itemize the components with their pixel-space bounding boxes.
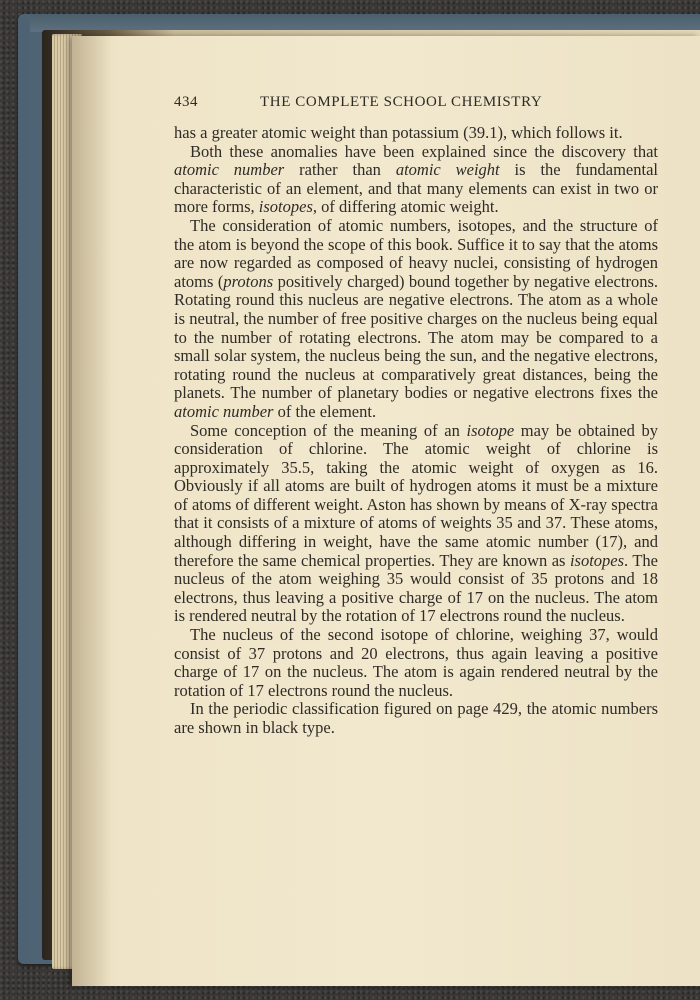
running-title: THE COMPLETE SCHOOL CHEMISTRY <box>260 94 543 110</box>
paragraph <box>174 124 658 143</box>
paragraph <box>174 422 658 627</box>
text-run: . The nucleus of the atom weighing 35 would consist of 35 protons and 18 electrons, thus leaving a positive charge of 17 on the nucleus. The atom is rendered neutral by the rotation of 17 electrons round the nucleus. <box>174 550 659 626</box>
italic-term: protons <box>223 271 274 291</box>
text-run: The consideration of atomic numbers, isotopes, and the structure of the atom is beyond the scope of this book. Suffice it to say that the atoms are now regarded as composed of heavy nuclei, consisting of hydrogen atoms ( <box>174 215 658 291</box>
text-run: positively charged) bound together by negative electrons. Rotating round this nucleus are negative electrons. The atom as a whole is neutral, the number of free positive charges on the nucleus being equal to the number of rotating electrons. The atom may be compared to a small solar system, the nucleus being the sun, and the negative electrons, rotating round the nucleus at comparatively great distances, being the planets. The number of planetary bodies or negative electrons fixes the <box>174 271 658 403</box>
italic-term: isotope <box>466 420 515 440</box>
page-header <box>174 94 658 114</box>
page-gutter-shadow <box>72 36 112 986</box>
paragraph <box>174 217 658 422</box>
italic-term: isotopes <box>569 550 625 570</box>
italic-term: atomic weight <box>395 160 500 180</box>
text-run: of the element. <box>273 401 377 421</box>
text-run: The nucleus of the second isotope of chlorine, weighing 37, would consist of 37 protons and 20 electrons, thus again leaving a positive charge of 17 on the nucleus. The atom is again rendered neutral by the rotation of 17 electrons round the nucleus. <box>174 625 658 700</box>
body-text <box>174 124 658 738</box>
text-run: has a greater atomic weight than potassium (39.1), which follows it. <box>174 123 623 142</box>
paragraph <box>174 700 658 737</box>
paragraph <box>174 626 658 700</box>
text-run: may be obtained by consideration of chlorine. The atomic weight of chlorine is approximately 35.5, taking the atomic weight of oxygen as 16. Obviously if all atoms are built of hydrogen atoms it must be a mixture of atoms of different weight. Aston has shown by means of X-ray spectra that it consists of a mixture of atoms of weights 35 and 37. These atoms, although differing in weight, have the same atomic number (17), and therefore the same chemical properties. They are known as <box>174 420 659 570</box>
text-run: , of differing atomic weight. <box>312 197 499 217</box>
italic-term: atomic number <box>174 160 285 180</box>
text-run: Some conception of the meaning of an <box>190 420 467 440</box>
text-run: is the fundamental characteristic of an element, and that many elements can exist in two or more forms, <box>174 160 658 217</box>
italic-term: atomic number <box>174 401 274 421</box>
text-run: rather than <box>284 160 396 180</box>
page-number: 434 <box>174 94 198 110</box>
text-run: Both these anomalies have been explained since the discovery that <box>190 141 658 161</box>
paragraph <box>174 143 658 217</box>
italic-term: isotopes <box>258 197 313 217</box>
text-run: In the periodic classification figured on page 429, the atomic numbers are shown in black type. <box>174 699 658 737</box>
